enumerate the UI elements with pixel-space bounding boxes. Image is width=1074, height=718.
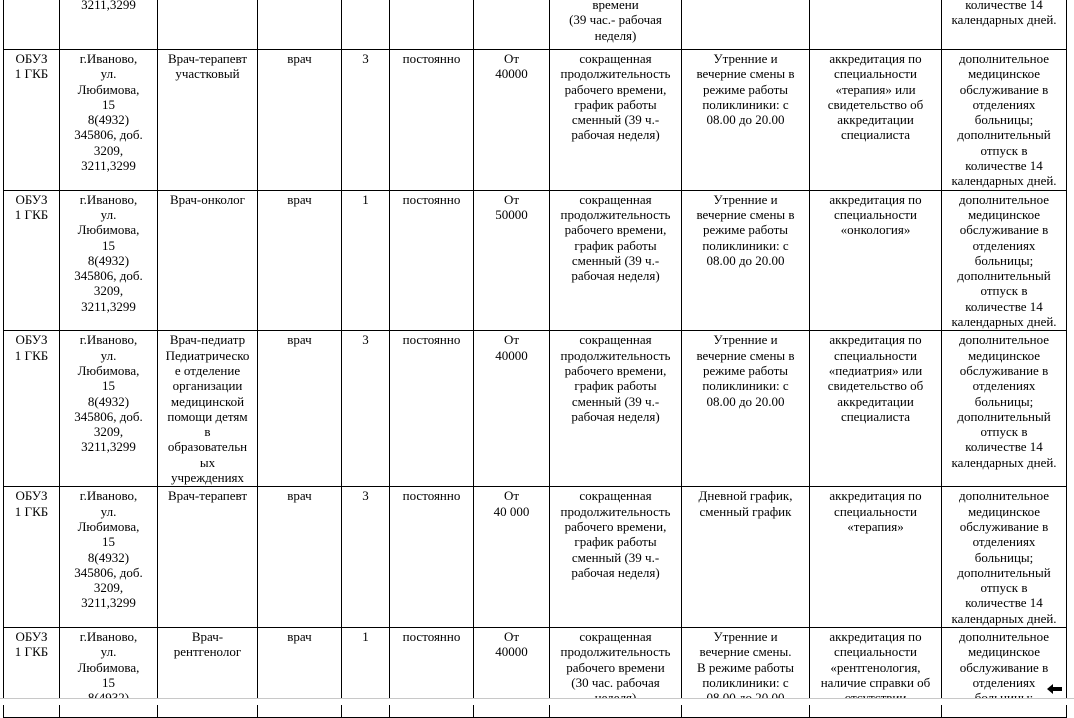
category-cell: врач bbox=[258, 487, 342, 628]
schedule-cell: сокращенная продолжительность рабочего времени, график работы сменный (39 ч.- рабочая неделя) bbox=[550, 331, 682, 487]
category-cell: врач bbox=[258, 190, 342, 331]
org-cell: ОБУЗ 1 ГКБ bbox=[4, 627, 60, 717]
arrow-left-icon bbox=[1047, 683, 1063, 695]
schedule-cell: сокращенная продолжительность рабочего времени, график работы сменный (39 ч.- рабочая неделя) bbox=[550, 190, 682, 331]
org-cell: ОБУЗ 1 ГКБ bbox=[4, 50, 60, 191]
employment-type-cell: постоянно bbox=[390, 190, 474, 331]
position-cell: Врач- рентгенолог bbox=[158, 627, 258, 717]
salary-cell: От 40000 bbox=[474, 627, 550, 717]
address-cell: г.Иваново, ул. Любимова, 15 8(4932) 345806, доб. 3209, 3211,3299 bbox=[60, 487, 158, 628]
shifts-cell: Утренние и вечерние смены в режиме работы поликлиники: с 08.00 до 20.00 bbox=[682, 190, 810, 331]
employment-type-cell: постоянно bbox=[390, 50, 474, 191]
position-cell: Врач-онколог bbox=[158, 190, 258, 331]
salary-cell: От 50000 bbox=[474, 190, 550, 331]
benefits-cell: дополнительное медицинское обслуживание в отделениях больницы; дополнительный отпуск в количестве 14 календарных дней. bbox=[942, 50, 1067, 191]
requirements-cell: аккредитация по специальности «онкология» bbox=[810, 190, 942, 331]
category-cell bbox=[258, 0, 342, 50]
benefits-cell: дополнительное медицинское обслуживание в отделениях больницы; дополнительный отпуск в количестве 14 календарных дней. bbox=[942, 487, 1067, 628]
employment-type-cell: постоянно bbox=[390, 487, 474, 628]
requirements-cell: аккредитация по специальности «терапия» или свидетельство об аккредитации специалиста bbox=[810, 50, 942, 191]
schedule-cell: сокращенная продолжительность рабочего времени (30 час. рабочая bbox=[550, 627, 682, 717]
org-cell: ОБУЗ 1 ГКБ bbox=[4, 487, 60, 628]
shifts-cell: Утренние и вечерние смены в режиме работы поликлиники: с 08.00 до 20.00 bbox=[682, 50, 810, 191]
address-cell: 3211,3299 bbox=[60, 0, 158, 50]
table-row bbox=[4, 487, 1067, 628]
salary-cell: От 40000 bbox=[474, 50, 550, 191]
category-cell: врач bbox=[258, 331, 342, 487]
org-cell: ОБУЗ 1 ГКБ bbox=[4, 331, 60, 487]
category-cell: врач bbox=[258, 627, 342, 717]
table-row bbox=[4, 0, 1067, 50]
shifts-cell: Утренние и вечерние смены в режиме работы поликлиники: с 08.00 до 20.00 bbox=[682, 331, 810, 487]
count-cell: 3 bbox=[342, 50, 390, 191]
schedule-cell: сокращенная продолжительность рабочего времени, график работы сменный (39 ч.- рабочая неделя) bbox=[550, 487, 682, 628]
org-cell bbox=[4, 0, 60, 50]
requirements-cell: аккредитация по специальности «педиатрия» или свидетельство об аккредитации специалиста bbox=[810, 331, 942, 487]
vacancy-table bbox=[3, 0, 1067, 718]
table-row bbox=[4, 190, 1067, 331]
count-cell: 1 bbox=[342, 627, 390, 717]
org-cell: ОБУЗ 1 ГКБ bbox=[4, 190, 60, 331]
address-cell: г.Иваново, ул. Любимова, 15 8(4932) 345806, доб. 3209, 3211,3299 bbox=[60, 190, 158, 331]
count-cell: 3 bbox=[342, 487, 390, 628]
shifts-cell: Утренние и вечерние смены. В режиме работы поликлиники: с bbox=[682, 627, 810, 717]
benefits-cell: дополнительное медицинское обслуживание в отделениях bbox=[942, 627, 1067, 717]
shifts-cell: Дневной график, сменный график bbox=[682, 487, 810, 628]
employment-type-cell: постоянно bbox=[390, 331, 474, 487]
requirements-cell: аккредитация по специальности «терапия» bbox=[810, 487, 942, 628]
requirements-cell: аккредитация по специальности «рентгенология, наличие справки об bbox=[810, 627, 942, 717]
shifts-cell bbox=[682, 0, 810, 50]
address-cell: г.Иваново, ул. Любимова, 15 8(4932) 345806, доб. 3209, 3211,3299 bbox=[60, 50, 158, 191]
employment-type-cell bbox=[390, 0, 474, 50]
benefits-cell: дополнительное медицинское обслуживание в отделениях больницы; дополнительный отпуск в количестве 14 календарных дней. bbox=[942, 190, 1067, 331]
benefits-cell: дополнительное медицинское обслуживание в отделениях больницы; дополнительный отпуск в количестве 14 календарных дней. bbox=[942, 331, 1067, 487]
position-cell bbox=[158, 0, 258, 50]
table-row bbox=[4, 331, 1067, 487]
position-cell: Врач-педиатр Педиатрическо е отделение организации медицинской помощи детям в образовательн ых учреждениях bbox=[158, 331, 258, 487]
requirements-cell bbox=[810, 0, 942, 50]
page-bottom-margin bbox=[0, 699, 1074, 705]
table-row bbox=[4, 50, 1067, 191]
salary-cell: От 40000 bbox=[474, 331, 550, 487]
schedule-cell: времени (39 час.- рабочая неделя) bbox=[550, 0, 682, 50]
count-cell bbox=[342, 0, 390, 50]
address-cell: г.Иваново, ул. Любимова, 15 8(4932) 345806, доб. 3209, 3211,3299 bbox=[60, 331, 158, 487]
position-cell: Врач-терапевт bbox=[158, 487, 258, 628]
salary-cell: От 40 000 bbox=[474, 487, 550, 628]
count-cell: 1 bbox=[342, 190, 390, 331]
category-cell: врач bbox=[258, 50, 342, 191]
benefits-cell: количестве 14 календарных дней. bbox=[942, 0, 1067, 50]
schedule-cell: сокращенная продолжительность рабочего времени, график работы сменный (39 ч.- рабочая неделя) bbox=[550, 50, 682, 191]
address-cell: г.Иваново, ул. Любимова, 15 bbox=[60, 627, 158, 717]
vacancy-table-body bbox=[4, 0, 1067, 717]
salary-cell bbox=[474, 0, 550, 50]
count-cell: 3 bbox=[342, 331, 390, 487]
employment-type-cell: постоянно bbox=[390, 627, 474, 717]
position-cell: Врач-терапевт участковый bbox=[158, 50, 258, 191]
